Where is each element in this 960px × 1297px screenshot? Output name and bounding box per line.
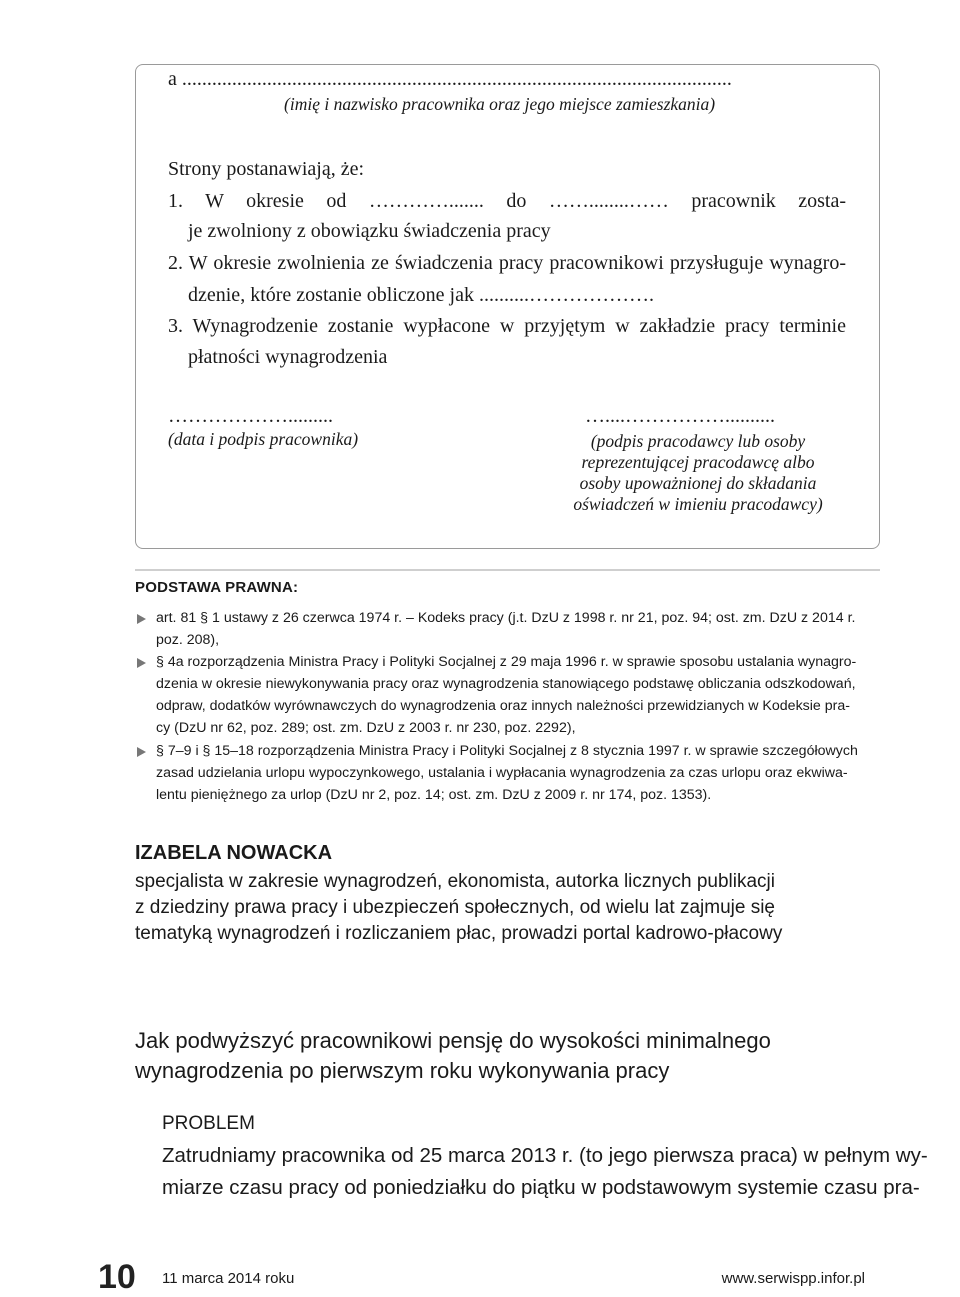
item2-line2: dzenie, które zostanie obliczone jak ..........………………. <box>188 284 654 306</box>
author-desc-line: z dziedziny prawa pracy i ubezpieczeń społecznych, od wielu lat zajmuje się <box>135 897 775 918</box>
legal-basis-title: PODSTAWA PRAWNA: <box>135 579 299 596</box>
legal-line: lentu pieniężnego za urlop (DzU nr 2, poz. 14; ost. zm. DzU z 2009 r. nr 174, poz. 1353). <box>156 787 712 803</box>
legal-line: cy (DzU nr 62, poz. 289; ost. zm. DzU z 2003 r. nr 230, poz. 2292), <box>156 720 576 736</box>
item3-line2: płatności wynagrodzenia <box>188 346 388 368</box>
legal-item-3 <box>156 740 880 806</box>
legal-line: poz. 208), <box>156 632 220 648</box>
issue-date: 11 marca 2014 roku <box>162 1270 295 1287</box>
page-number: 10 <box>98 1258 136 1296</box>
legal-item-2 <box>156 651 880 739</box>
parties-intro: Strony postanawiają, że: <box>168 158 365 180</box>
author-desc-line: specjalista w zakresie wynagrodzeń, ekonomista, autorka licznych publikacji <box>135 871 775 892</box>
section-divider <box>135 569 880 571</box>
legal-line: § 4a rozporządzenia Ministra Pracy i Polityki Socjalnej z 29 maja 1996 r. w sprawie sposobu ustalania wynagro- <box>156 654 857 670</box>
item1-line2: je zwolniony z obowiązku świadczenia pracy <box>188 220 551 242</box>
legal-line: § 7–9 i § 15–18 rozporządzenia Ministra Pracy i Polityki Socjalnej z 8 stycznia 1997 r. w sprawie szczegółowych <box>156 743 858 759</box>
legal-line: odpraw, dodatków wyrównawczych do wynagrodzenia oraz innych należności przewidzianych w Kodeksie pra- <box>156 698 850 714</box>
employer-signature-caption: (podpis pracodawcy lub osoby reprezentującej pracodawcę albo osoby upoważnionej do składania oświadczeń w imieniu pracodawcy) <box>573 431 823 514</box>
employer-signature-dots: …....…………….......... <box>585 405 775 427</box>
legal-line: dzenia w okresie niewykonywania pracy oraz wynagrodzenia stanowiącego podstawę obliczania odszkodowań, <box>156 676 856 692</box>
employee-signature-caption: (data i podpis pracownika) <box>168 429 359 449</box>
legal-line: art. 81 § 1 ustawy z 26 czerwca 1974 r. – Kodeks pracy (j.t. DzU z 1998 r. nr 21, poz. 94; ost. zm. DzU z 2014 r. <box>156 610 856 626</box>
problem-text <box>162 1140 928 1204</box>
article-title <box>135 1026 771 1086</box>
employee-name-caption: (imię i nazwisko pracownika oraz jego miejsce zamieszkania) <box>284 94 716 114</box>
problem-line: miarze czasu pracy od poniedziałku do piątku w podstawowym systemie czasu pra- <box>162 1176 920 1199</box>
employee-signature-dots: ………………......... <box>168 405 333 427</box>
bullet-arrow-icon <box>137 614 146 624</box>
article-title-line: wynagrodzenia po pierwszym roku wykonywania pracy <box>135 1058 670 1083</box>
item2-line1: 2. W okresie zwolnienia ze świadczenia pracy pracownikowi przysługuje wynagro- <box>168 252 846 274</box>
article-title-line: Jak podwyższyć pracownikowi pensję do wysokości minimalnego <box>135 1028 771 1053</box>
website-url: www.serwispp.infor.pl <box>721 1270 865 1287</box>
legal-item-1 <box>156 607 880 651</box>
author-desc-line: tematyką wynagrodzeń i rozliczaniem płac, prowadzi portal kadrowo-płacowy <box>135 923 783 944</box>
problem-line: Zatrudniamy pracownika od 25 marca 2013 r. (to jego pierwsza praca) w pełnym wy- <box>162 1144 928 1167</box>
author-name: IZABELA NOWACKA <box>135 842 333 864</box>
legal-line: zasad udzielania urlopu wypoczynkowego, ustalania i wypłacania wynagrodzenia za czas urlopu oraz ekwiwa- <box>156 765 848 781</box>
bullet-arrow-icon <box>137 658 146 668</box>
bullet-arrow-icon <box>137 747 146 757</box>
problem-label: PROBLEM <box>162 1113 255 1134</box>
author-description <box>135 869 782 947</box>
employee-name-line: a .............................................................................................................. <box>168 68 732 90</box>
item1-line1: 1. W okresie od …………....... do ……........…… pracownik zosta- <box>168 190 846 212</box>
item3-line1: 3. Wynagrodzenie zostanie wypłacone w przyjętym w zakładzie pracy terminie <box>168 315 846 337</box>
